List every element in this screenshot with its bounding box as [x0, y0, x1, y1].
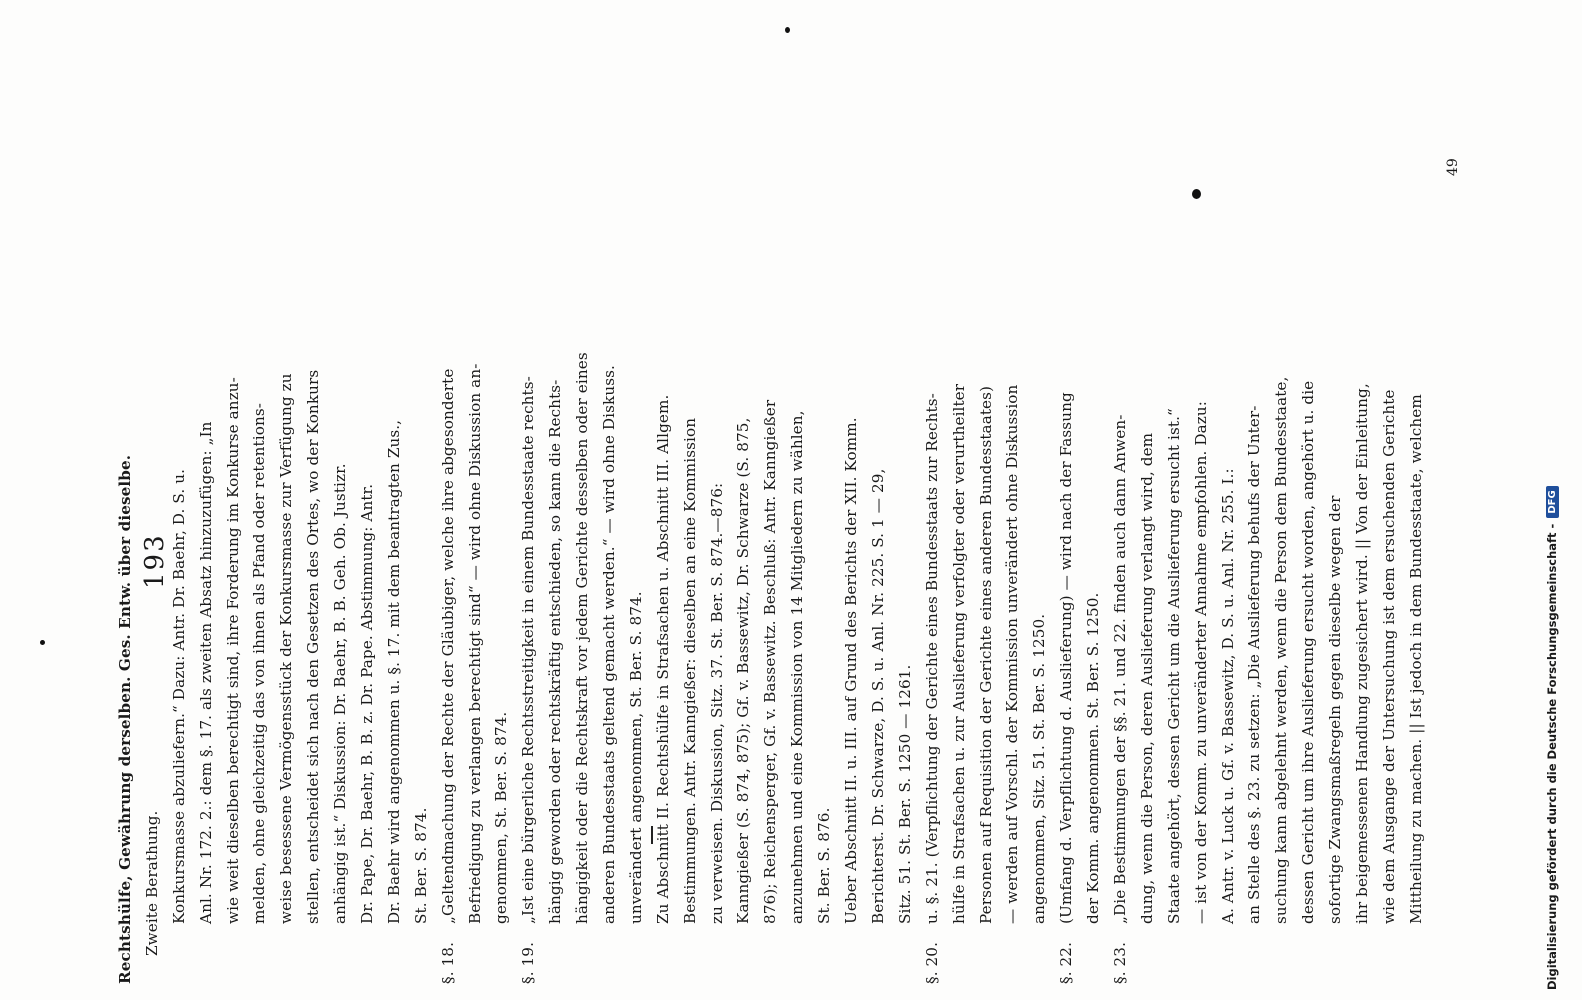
text-line	[1161, 84, 1188, 984]
line-text: hülfe in Strafsachen u. zur Auslieferung verfolgter oder verurtheilter	[949, 383, 968, 924]
line-text: Ueber Abschnitt II. u. III. auf Grund des Berichts der XII. Komm.	[842, 417, 861, 924]
scan-speck	[785, 27, 790, 33]
text-line	[1188, 84, 1215, 984]
page-number: 193	[140, 533, 170, 589]
text-line	[704, 84, 731, 984]
text-line	[1322, 84, 1349, 984]
line-text: Berichterst. Dr. Schwarze, D. S. u. Anl. Nr. 225. S. 1 — 29,	[868, 468, 887, 924]
line-text: anhängig ist.“ Diskussion: Dr. Baehr, B. B. Geh. Ob. Justizr.	[331, 463, 350, 924]
text-line	[246, 84, 273, 984]
text-line	[462, 84, 489, 984]
text-body	[112, 84, 1430, 984]
line-text: Zweite Berathung.	[142, 810, 161, 956]
line-text: (Umfang d. Verpflichtung d. Auslieferung) — wird nach der Fassung	[1057, 392, 1076, 924]
line-text: Dr. Pape, Dr. Baehr, B. B. z. Dr. Pape. Abstimmung: Antr.	[358, 483, 377, 924]
line-text: suchung kann abgelehnt werden, wenn die Person dem Bundesstaate,	[1272, 376, 1291, 924]
line-text: dessen Gericht um ihre Auslieferung ersucht worden, angehört u. die	[1299, 380, 1318, 924]
text-line	[1268, 84, 1295, 984]
line-text: wie weit dieselben berechtigt sind, ihre Forderung im Konkurse anzu-	[223, 377, 242, 924]
text-line	[865, 84, 892, 984]
line-text: Staate angehört, dessen Gericht um die Auslieferung ersucht ist.“	[1164, 408, 1183, 924]
line-text: Anl. Nr. 172. 2.: dem §. 17. als zweiten Absatz hinzuzufügen: „In	[196, 421, 215, 924]
text-line	[838, 84, 865, 984]
text-line	[354, 84, 381, 984]
text-line	[515, 84, 542, 984]
text-line	[973, 84, 1000, 984]
text-line	[1134, 84, 1161, 984]
text-line	[1376, 84, 1403, 984]
line-text: unverändert angenommen, St. Ber. S. 874.	[626, 591, 645, 924]
line-text: angenommen, Sitz. 51. St. Ber. S. 1250.	[1030, 613, 1049, 924]
line-text: anzunehmen und eine Kommission von 14 Mitgliedern zu wählen,	[788, 410, 807, 924]
scan-speck	[40, 640, 45, 645]
rotated-text-page	[100, 84, 1460, 984]
text-line	[1026, 84, 1053, 984]
line-text: „Die Bestimmungen der §§. 21. und 22. finden auch dann Anwen-	[1110, 414, 1129, 924]
scan-mark	[651, 826, 653, 844]
line-text: Bestimmungen. Antr. Kanngießer: dieselben an eine Kommission	[680, 417, 699, 924]
line-text: St. Ber. S. 874.	[411, 807, 430, 924]
credit-text: Digitalisierung gefördert durch die Deutsche Forschungsgemeinschaft -	[1545, 523, 1559, 990]
text-line	[488, 84, 515, 984]
digitization-credit	[1541, 10, 1563, 990]
line-text: u. §. 21. (Verpflichtung der Gerichte eines Bundesstaats zur Rechts-	[922, 393, 941, 924]
text-line	[1403, 84, 1430, 984]
line-text: ihr beigemessenen Handlung zugesichert wird. || Von der Einleitung,	[1352, 383, 1371, 924]
paragraph-mark: §. 19.	[519, 941, 538, 984]
line-text: „Ist eine bürgerliche Rechtsstreitigkeit in einem Bundesstaate rechts-	[519, 376, 538, 924]
paragraph-mark: §. 23.	[1110, 941, 1129, 984]
line-text: Sitz. 51. St. Ber. S. 1250 — 1261.	[895, 664, 914, 924]
line-text: St. Ber. S. 876.	[815, 807, 834, 924]
text-line	[1080, 84, 1107, 984]
line-text: stellen, entscheidet sich nach den Gesetzen des Ortes, wo der Konkurs	[304, 369, 323, 924]
text-line	[1349, 84, 1376, 984]
text-line	[273, 84, 300, 984]
line-text: weise besessene Vermögensstück der Konkursmasse zur Verfügung zu	[277, 373, 296, 924]
line-text: 876); Reichensperger, Gf. v. Bassewitz. Beschluß: Antr. Kanngießer	[761, 399, 780, 924]
text-line	[139, 84, 166, 984]
paragraph-mark: §. 22.	[1057, 941, 1076, 984]
line-text: Befriedigung zu verlangen berechtigt sind“ — wird ohne Diskussion an-	[465, 363, 484, 924]
line-text: Rechtshülfe, Gewährung derselben. Ges. Entw. über dieselbe.	[116, 454, 134, 984]
line-text: Mittheilung zu machen. || Ist jedoch in dem Bundesstaate, welchem	[1406, 394, 1425, 924]
text-line	[166, 84, 193, 984]
text-line	[757, 84, 784, 984]
paragraph-mark: §. 18.	[438, 941, 457, 984]
text-line	[946, 84, 973, 984]
text-line	[811, 84, 838, 984]
line-text: — ist von der Komm. zu unveränderter Annahme empfohlen. Dazu:	[1191, 400, 1210, 924]
line-text: Zu Abschnitt II. Rechtshülfe in Strafsachen u. Abschnitt III. Allgem.	[653, 394, 672, 924]
line-text: der Komm. angenommen. St. Ber. S. 1250.	[1084, 592, 1103, 924]
text-line	[193, 84, 220, 984]
line-text: genommen, St. Ber. S. 874.	[492, 711, 511, 924]
line-text: A. Antr. v. Luck u. Gf. v. Bassewitz, D. S. u. Anl. Nr. 255. I.:	[1218, 468, 1237, 924]
line-text: Konkursmasse abzuliefern.“ Dazu: Antr. Dr. Baehr, D. S. u.	[169, 468, 188, 924]
text-line	[435, 84, 462, 984]
line-text: dung, wenn die Person, deren Auslieferung verlangt wird, dem	[1137, 432, 1156, 924]
line-text: sofortige Zwangsmaßregeln gegen dieselbe wegen der	[1326, 495, 1345, 924]
text-line	[650, 84, 677, 984]
line-text: Personen auf Requisition der Gerichte eines anderen Bundesstaates)	[976, 385, 995, 924]
line-text: Kanngießer (S. 874, 875); Gf. v. Bassewitz, Dr. Schwarze (S. 875,	[734, 417, 753, 924]
footer-mark: 49	[1445, 158, 1461, 176]
line-text: „Geltendmachung der Rechte der Gläubiger, welche ihre abgesonderte	[438, 368, 457, 924]
text-line	[596, 84, 623, 984]
line-text: Dr. Baehr wird angenommen u. §. 17. mit dem beantragten Zus.,	[384, 419, 403, 924]
text-line	[327, 84, 354, 984]
line-text: zu verweisen. Diskussion, Sitz. 37. St. Ber. S. 874.—876:	[707, 482, 726, 924]
text-line	[220, 84, 247, 984]
text-line	[730, 84, 757, 984]
dfg-badge: DFG	[1546, 486, 1559, 517]
text-line	[784, 84, 811, 984]
text-line	[569, 84, 596, 984]
line-text: hängigkeit oder die Rechtskraft vor jedem Gerichte desselben oder eines	[573, 352, 592, 924]
text-line	[112, 84, 139, 984]
line-text: hängig geworden oder rechtskräftig entschieden, so kann die Rechts-	[546, 379, 565, 924]
text-line	[1215, 84, 1242, 984]
text-line	[623, 84, 650, 984]
line-text: melden, ohne gleichzeitig das von ihnen als Pfand oder retentions-	[250, 403, 269, 924]
line-text: anderen Bundesstaats geltend gemacht werden.“ — wird ohne Diskuss.	[600, 365, 619, 924]
text-line	[1241, 84, 1268, 984]
text-line	[677, 84, 704, 984]
text-line	[300, 84, 327, 984]
text-line	[1053, 84, 1080, 984]
line-text: wie dem Ausgange der Untersuchung ist dem ersuchenden Gerichte	[1379, 389, 1398, 924]
text-line	[1295, 84, 1322, 984]
text-line	[919, 84, 946, 984]
text-line	[381, 84, 408, 984]
text-line	[542, 84, 569, 984]
text-line	[999, 84, 1026, 984]
scan-speck	[1192, 189, 1201, 199]
paragraph-mark: §. 20.	[922, 941, 941, 984]
line-text: — werden auf Vorschl. der Kommission unverändert ohne Diskussion	[1003, 384, 1022, 924]
text-line	[408, 84, 435, 984]
line-text: an Stelle des §. 23. zu setzen: „Die Auslieferung behufs der Unter-	[1245, 405, 1264, 924]
text-line	[892, 84, 919, 984]
text-line	[1107, 84, 1134, 984]
